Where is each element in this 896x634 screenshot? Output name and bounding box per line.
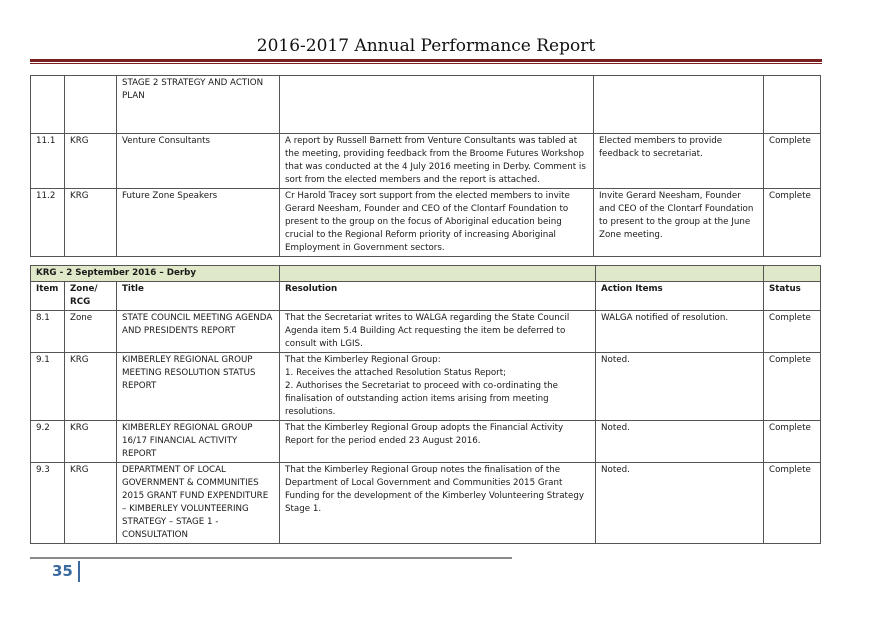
- action-cell: WALGA notified of resolution.: [596, 311, 764, 353]
- resolution-cell: [280, 463, 596, 544]
- resolution-cell: [280, 311, 596, 353]
- title-cell: STAGE 2 STRATEGY AND ACTION PLAN: [117, 76, 280, 134]
- item-cell: 8.1: [31, 311, 65, 353]
- title-cell: KIMBERLEY REGIONAL GROUP MEETING RESOLUTION STATUS REPORT: [117, 353, 280, 421]
- table-row: [31, 76, 821, 134]
- page-number-bar: [78, 561, 80, 582]
- resolution-line: That the Kimberley Regional Group:: [285, 355, 441, 365]
- action-cell: Elected members to provide feedback to secretariat.: [594, 134, 764, 189]
- section-blank: [764, 266, 821, 282]
- table-row: [31, 421, 821, 463]
- status-cell: Complete: [764, 353, 821, 421]
- resolution-cell: [280, 76, 594, 134]
- section-label: KRG - 2 September 2016 – Derby: [31, 266, 280, 282]
- zone-cell: KRG: [65, 353, 117, 421]
- resolution-line: 1. Receives the attached Resolution Status Report;: [285, 368, 507, 378]
- action-cell: Noted.: [596, 353, 764, 421]
- action-cell: Invite Gerard Neesham, Founder and CEO of the Clontarf Foundation to present to the group at the June Zone meeting.: [594, 189, 764, 257]
- section-blank: [280, 266, 596, 282]
- status-cell: Complete: [764, 311, 821, 353]
- item-cell: 11.1: [31, 134, 65, 189]
- resolution-line: 2. Authorises the Secretariat to proceed with co-ordinating the finalisation of outstanding action items arising from meeting resolutions.: [285, 381, 559, 417]
- status-cell: Complete: [764, 463, 821, 544]
- derby-meeting-table: [30, 265, 821, 544]
- action-cell: Noted.: [596, 421, 764, 463]
- status-cell: [764, 76, 821, 134]
- resolution-cell: Cr Harold Tracey sort support from the elected members to invite Gerard Neesham, Founder and CEO of the Clontarf Foundation to present to the group on the focus of Aboriginal education being crucial to the Regional Reform priority of increasing Aboriginal Employment in Government sectors.: [280, 189, 594, 257]
- continued-resolutions-table: [30, 75, 821, 257]
- report-title: 2016-2017 Annual Performance Report: [256, 36, 596, 56]
- column-header-title: Title: [117, 282, 280, 311]
- column-header-item: Item: [31, 282, 65, 311]
- action-cell: Noted.: [596, 463, 764, 544]
- resolution-cell: A report by Russell Barnett from Venture Consultants was tabled at the meeting, providing feedback from the Broome Futures Workshop that was conducted at the 4 July 2016 meeting in Derby. Comment is sort from the elected members and the report is attached.: [280, 134, 594, 189]
- resolution-line: That the Secretariat writes to WALGA regarding the State Council Agenda item 5.4 Building Act requesting the item be deferred to consult with LGIS.: [285, 313, 570, 349]
- zone-cell: Zone: [65, 311, 117, 353]
- title-cell: DEPARTMENT OF LOCAL GOVERNMENT & COMMUNITIES 2015 GRANT FUND EXPENDITURE – KIMBERLEY VOLUNTEERING STRATEGY – STAGE 1 - CONSULTATION: [117, 463, 280, 544]
- resolution-cell: [280, 421, 596, 463]
- header-divider-thin: [30, 63, 822, 64]
- resolution-cell: [280, 353, 596, 421]
- resolution-line: That the Kimberley Regional Group adopts the Financial Activity Report for the period ended 23 August 2016.: [285, 423, 564, 446]
- resolution-line: That the Kimberley Regional Group notes the finalisation of the Department of Local Government and Communities 2015 Grant Funding for the development of the Kimberley Volunteering Strategy Stage 1.: [285, 465, 584, 514]
- column-header-row: [31, 282, 821, 311]
- section-header-row: [31, 266, 821, 282]
- title-cell: Venture Consultants: [117, 134, 280, 189]
- title-cell: Future Zone Speakers: [117, 189, 280, 257]
- item-cell: 9.3: [31, 463, 65, 544]
- status-cell: Complete: [764, 134, 821, 189]
- footer-divider: [30, 557, 512, 559]
- status-cell: Complete: [764, 189, 821, 257]
- item-cell: 9.1: [31, 353, 65, 421]
- table-row: [31, 463, 821, 544]
- table-row: [31, 311, 821, 353]
- section-blank: [596, 266, 764, 282]
- table-row: [31, 353, 821, 421]
- item-cell: [31, 76, 65, 134]
- title-cell: STATE COUNCIL MEETING AGENDA AND PRESIDENTS REPORT: [117, 311, 280, 353]
- column-header-zone: Zone/ RCG: [65, 282, 117, 311]
- header-divider: [30, 59, 822, 62]
- item-cell: 11.2: [31, 189, 65, 257]
- column-header-action: Action Items: [596, 282, 764, 311]
- title-cell: KIMBERLEY REGIONAL GROUP 16/17 FINANCIAL ACTIVITY REPORT: [117, 421, 280, 463]
- zone-cell: KRG: [65, 189, 117, 257]
- column-header-resolution: Resolution: [280, 282, 596, 311]
- table-row: [31, 189, 821, 257]
- zone-cell: KRG: [65, 134, 117, 189]
- item-cell: 9.2: [31, 421, 65, 463]
- zone-cell: KRG: [65, 463, 117, 544]
- column-header-status: Status: [764, 282, 821, 311]
- action-cell: [594, 76, 764, 134]
- page-number: 35: [52, 562, 73, 580]
- table-row: [31, 134, 821, 189]
- status-cell: Complete: [764, 421, 821, 463]
- zone-cell: KRG: [65, 421, 117, 463]
- zone-cell: [65, 76, 117, 134]
